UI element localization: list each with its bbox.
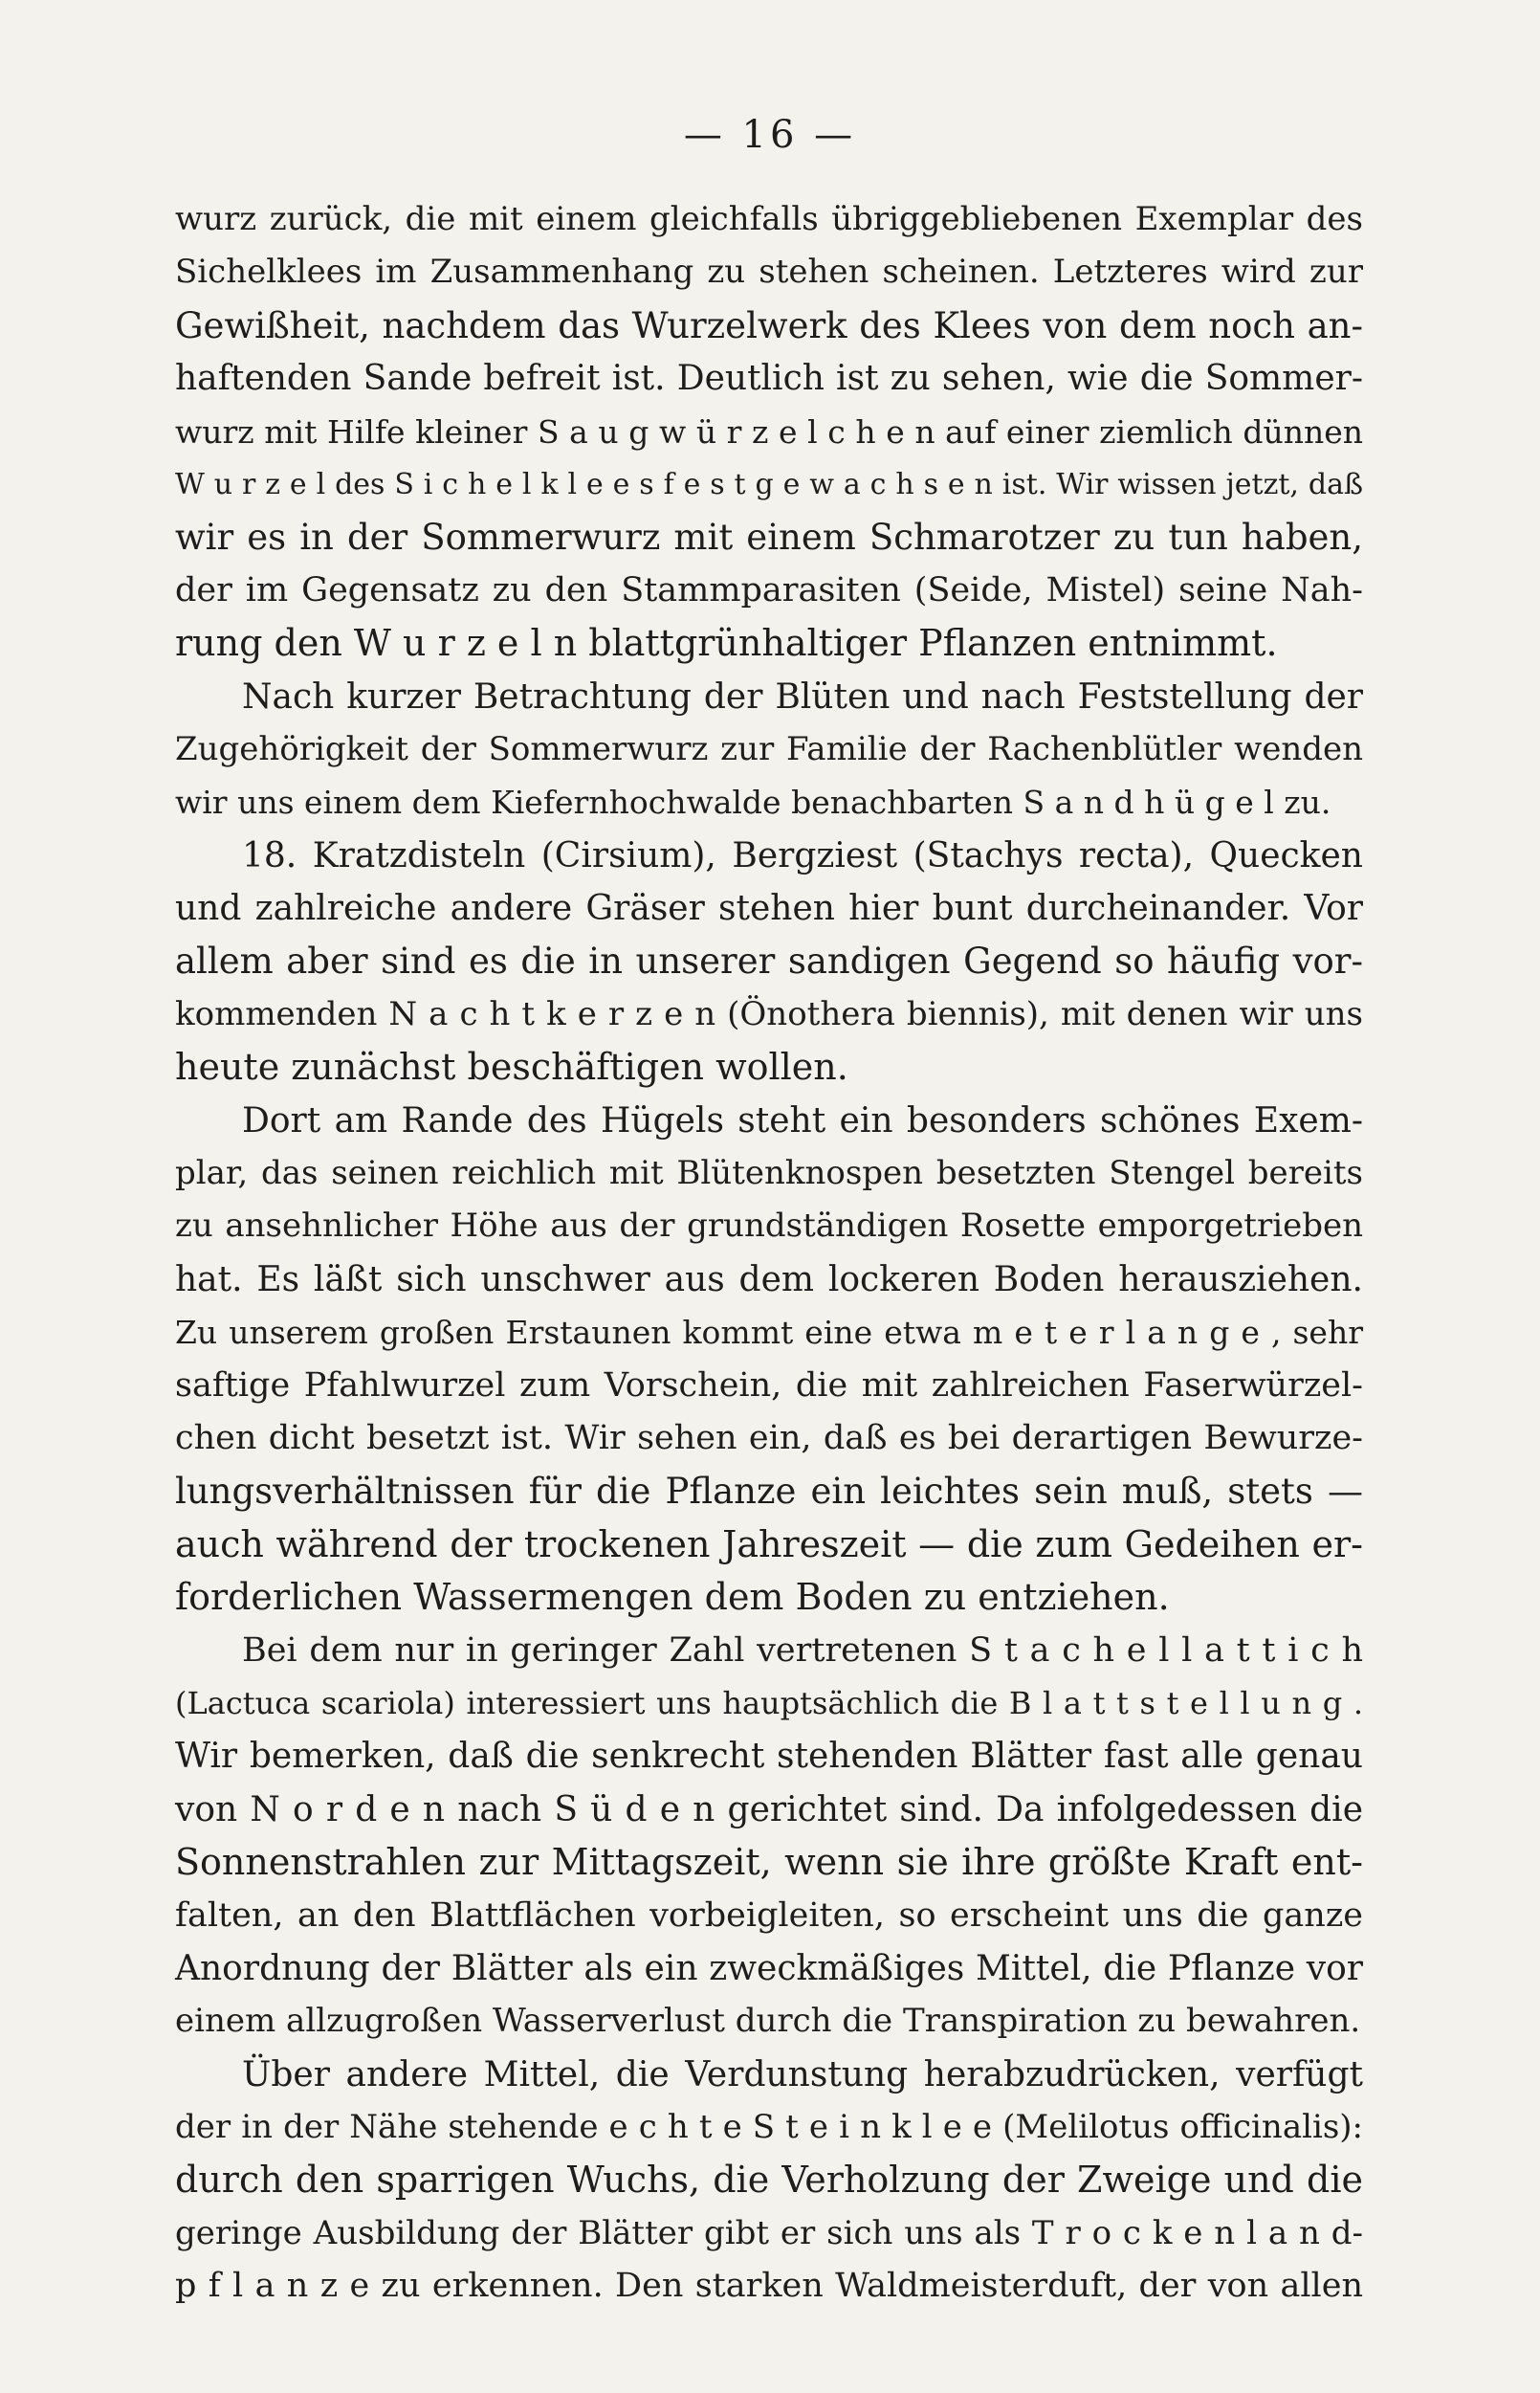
text-line: und zahlreiche andere Gräser stehen hier bunt durcheinander. Vor bbox=[175, 889, 1363, 929]
text-line: hat. Es läßt sich unschwer aus dem lockeren Boden herausziehen. bbox=[175, 1259, 1363, 1299]
text-line: wurz mit Hilfe kleiner S a u g w ü r z e l c h e n auf einer ziemlich dünnen bbox=[175, 412, 1363, 451]
text-line: 18. Kratzdisteln (Cirsium), Bergziest (Stachys recta), Quecken bbox=[242, 835, 1363, 875]
text-line: einem allzugroßen Wasserverlust durch die Transpiration zu bewahren. bbox=[175, 2002, 1361, 2041]
text-line: plar, das seinen reichlich mit Blütenknospen besetzten Stengel bereits bbox=[175, 1154, 1363, 1193]
text-line: Dort am Rande des Hügels steht ein besonders schönes Exem- bbox=[242, 1100, 1363, 1141]
text-line: wir es in der Sommerwurz mit einem Schmarotzer zu tun haben, bbox=[175, 517, 1363, 559]
text-line: saftige Pfahlwurzel zum Vorschein, die mit zahlreichen Faserwürzel- bbox=[175, 1365, 1363, 1405]
text-line: von N o r d e n nach S ü d e n gerichtet sind. Da infolgedessen die bbox=[175, 1789, 1363, 1829]
text-line: Nach kurzer Betrachtung der Blüten und nach Feststellung der bbox=[242, 676, 1363, 717]
text-line: rung den W u r z e l n blattgrünhaltiger Pflanzen entnimmt. bbox=[175, 622, 1278, 665]
text-line: Zu unserem großen Erstaunen kommt eine etwa m e t e r l a n g e , sehr bbox=[175, 1314, 1363, 1352]
text-line: p f l a n z e zu erkennen. Den starken Waldmeisterduft, der von allen bbox=[175, 2267, 1363, 2306]
text-line: Über andere Mittel, die Verdunstung herabzudrücken, verfügt bbox=[242, 2054, 1363, 2094]
page-number: — 16 — bbox=[683, 113, 857, 157]
text-line: der in der Nähe stehende e c h t e S t e i n k l e e (Melilotus officinalis): bbox=[175, 2108, 1363, 2147]
body-text bbox=[175, 193, 1363, 2314]
text-line: Anordnung der Blätter als ein zweckmäßiges Mittel, die Pflanze vor bbox=[175, 1948, 1363, 1988]
text-line: Zugehörigkeit der Sommerwurz zur Familie der Rachenblütler wenden bbox=[175, 729, 1363, 768]
text-line: allem aber sind es die in unserer sandigen Gegend so häufig vor- bbox=[175, 941, 1363, 983]
text-line: durch den sparrigen Wuchs, die Verholzung der Zweige und die bbox=[175, 2159, 1363, 2202]
text-line: Sonnenstrahlen zur Mittagszeit, wenn sie ihre größte Kraft ent- bbox=[175, 1841, 1363, 1884]
text-line: haftenden Sande befreit ist. Deutlich ist zu sehen, wie die Sommer- bbox=[175, 359, 1363, 399]
text-line: kommenden N a c h t k e r z e n (Önothera biennis), mit denen wir uns bbox=[175, 994, 1363, 1033]
text-line: wurz zurück, die mit einem gleichfalls übriggebliebenen Exemplar des bbox=[175, 200, 1363, 238]
text-line: Bei dem nur in geringer Zahl vertretenen S t a c h e l l a t t i c h bbox=[242, 1630, 1363, 1670]
text-line: Wir bemerken, daß die senkrecht stehenden Blätter fast alle genau bbox=[175, 1737, 1363, 1777]
text-line: zu ansehnlicher Höhe aus der grundständigen Rosette emporgetrieben bbox=[175, 1207, 1363, 1246]
text-line: heute zunächst beschäftigen wollen. bbox=[175, 1046, 848, 1089]
text-line: der im Gegensatz zu den Stammparasiten (Seide, Mistel) seine Nah- bbox=[175, 570, 1363, 609]
text-line: lungsverhältnissen für die Pflanze ein leichtes sein muß, stets — bbox=[175, 1471, 1363, 1513]
text-line: Gewißheit, nachdem das Wurzelwerk des Klees von dem noch an- bbox=[175, 304, 1363, 346]
text-line: forderlichen Wassermengen dem Boden zu entziehen. bbox=[175, 1576, 1170, 1619]
text-line: chen dicht besetzt ist. Wir sehen ein, daß es bei derartigen Bewurze- bbox=[175, 1418, 1363, 1457]
text-line: falten, an den Blattflächen vorbeigleiten, so erscheint uns die ganze bbox=[175, 1895, 1363, 1935]
text-line: W u r z e l des S i c h e l k l e e s f e s t g e w a c h s e n ist. Wir wissen jetzt, daß bbox=[175, 467, 1363, 501]
text-line: geringe Ausbildung der Blätter gibt er sich uns als T r o c k e n l a n d- bbox=[175, 2213, 1363, 2252]
text-line: Sichelklees im Zusammenhang zu stehen scheinen. Letzteres wird zur bbox=[175, 253, 1363, 292]
text-line: (Lactuca scariola) interessiert uns hauptsächlich die B l a t t s t e l l u n g . bbox=[175, 1684, 1363, 1721]
text-line: wir uns einem dem Kiefernhochwalde benachbarten S a n d h ü g e l zu. bbox=[175, 784, 1331, 822]
text-line: auch während der trockenen Jahreszeit — die zum Gedeihen er- bbox=[175, 1522, 1363, 1565]
